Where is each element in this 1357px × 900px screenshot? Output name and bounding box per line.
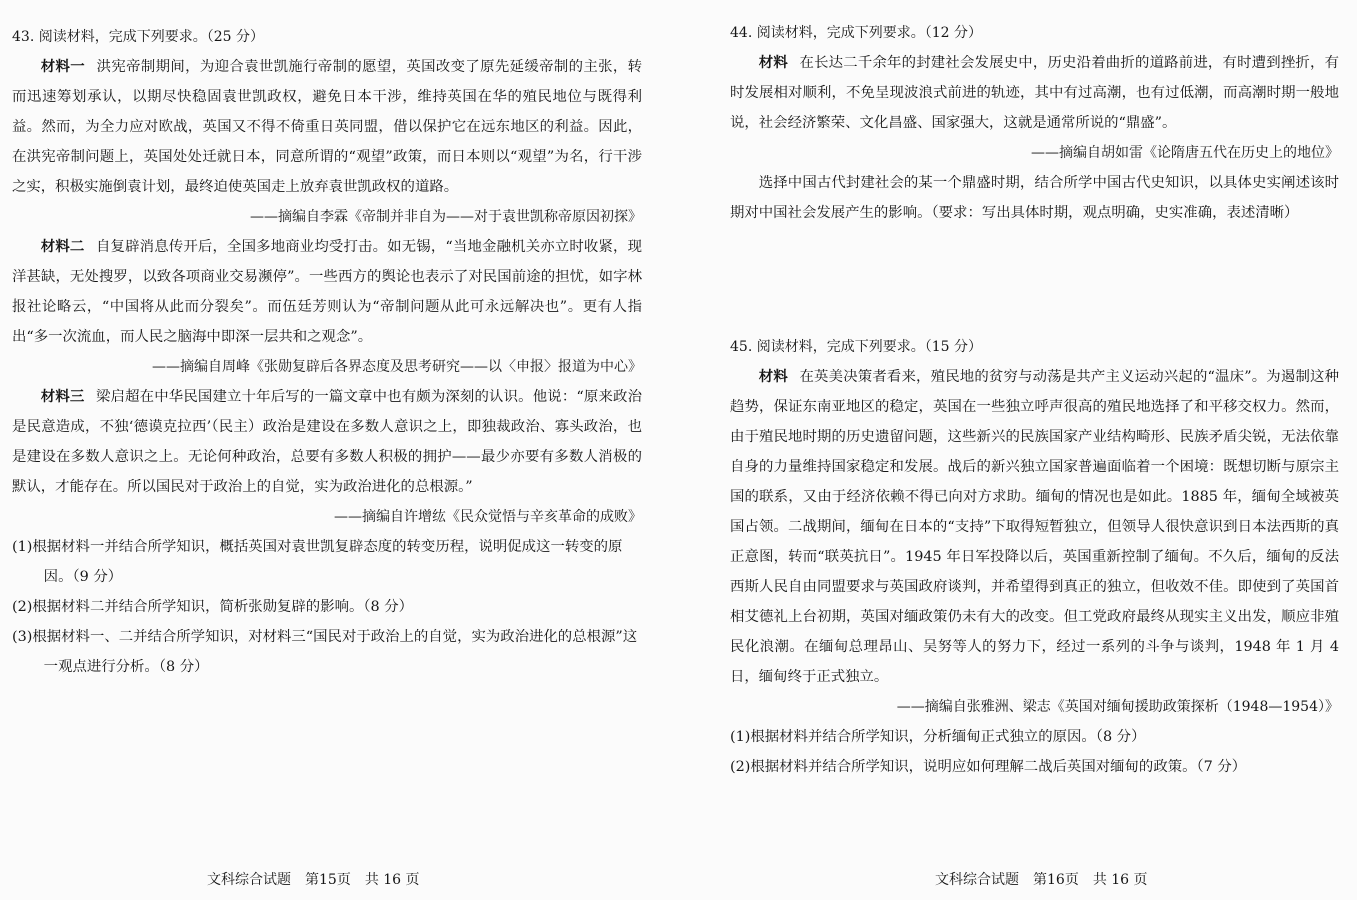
answer-space bbox=[730, 228, 1339, 332]
question-43-1: (1)根据材料一并结合所学知识，概括英国对袁世凯复辟态度的转变历程，说明促成这一转变的原因。（9 分） bbox=[12, 539, 623, 585]
question-44-heading: 44. 阅读材料，完成下列要求。（12 分） bbox=[730, 25, 982, 41]
question-43-2: (2)根据材料二并结合所学知识，简析张勋复辟的影响。（8 分） bbox=[12, 599, 414, 615]
material-1-label: 材料一 bbox=[40, 58, 86, 75]
material-1-source: ——摘编自李霖《帝制并非自为——对于袁世凯称帝原因初探》 bbox=[250, 209, 642, 225]
question-45-material-text: 在英美决策者看来，殖民地的贫穷与动荡是共产主义运动兴起的“温床”。为遏制这种趋势，保证东南亚地区的稳定，英国在一些独立呼声很高的殖民地选择了和平移交权力。然而，由于殖民地时期的历史遗留问题，这些新兴的民族国家产业结构畸形、民族矛盾尖锐，无法依靠自身的力量维持国家稳定和发展。战后的新兴独立国家普遍面临着一个困境：既想切断与原宗主国的联系，又由于经济依赖不得已向对方求助。缅甸的情况也是如此。1885 年，缅甸全域被英国占领。二战期间，缅甸在日本的“支持”下取得短暂独立，但领导人很快意识到日本法西斯的真正意图，转而“联英抗日”。1945 年日军投降以后，英国重新控制了缅甸。不久后，缅甸的反法西斯人民自由同盟要求与英国政府谈判，并希望得到真正的独立，但收效不佳。即使到了英国首相艾德礼上台初期，英国对缅政策仍未有大的改变。但工党政府最终从现实主义出发，顺应非殖民化浪潮。在缅甸总理昂山、吴努等人的努力下，经过一系列的斗争与谈判，1948 年 1 月 4 日，缅甸终于正式独立。 bbox=[730, 369, 1339, 685]
material-1 bbox=[12, 52, 642, 202]
question-44-material-text: 在长达二千余年的封建社会发展史中，历史沿着曲折的道路前进，有时遭到挫折，有时发展相对顺利，不免呈现波浪式前进的轨迹，其中有过高潮，也有过低潮，而高潮时期一般地说，社会经济繁荣、文化昌盛、国家强大，这就是通常所说的“鼎盛”。 bbox=[730, 55, 1339, 131]
material-2-label: 材料二 bbox=[40, 238, 85, 255]
material-1-text: 洪宪帝制期间，为迎合袁世凯施行帝制的愿望，英国改变了原先延缓帝制的主张，转而迅速筹划承认，以期尽快稳固袁世凯政权，避免日本干涉，维持英国在华的殖民地位与既得利益。然而，为全力应对欧战，英国又不得不倚重日英同盟，借以保护它在远东地区的利益。因此，在洪宪帝制问题上，英国处处迁就日本，同意所谓的“观望”政策，而日本则以“观望”为名，行干涉之实，积极实施倒袁计划，最终迫使英国走上放弃袁世凯政权的道路。 bbox=[12, 59, 642, 195]
question-45-1: (1)根据材料并结合所学知识，分析缅甸正式独立的原因。（8 分） bbox=[730, 729, 1146, 745]
question-45-material bbox=[730, 362, 1339, 692]
exam-page-15 bbox=[0, 0, 672, 900]
question-45-material-label: 材料 bbox=[758, 368, 788, 385]
question-44-source: ——摘编自胡如雷《论隋唐五代在历史上的地位》 bbox=[1031, 145, 1339, 161]
material-2-text: 自复辟消息传开后，全国多地商业均受打击。如无锡，“当地金融机关亦立时收紧，现洋甚缺，无处搜罗，以致各项商业交易濒停”。一些西方的舆论也表示了对民国前途的担忧，如字林报社论略云，“中国将从此而分裂矣”。而伍廷芳则认为“帝制问题从此可永远解决也”。更有人指出“多一次流血，而人民之脑海中即深一层共和之观念”。 bbox=[12, 239, 642, 345]
question-45-source: ——摘编自张雅洲、梁志《英国对缅甸援助政策探析（1948—1954）》 bbox=[896, 699, 1339, 715]
question-44-material bbox=[730, 48, 1339, 138]
question-45-2: (2)根据材料并结合所学知识，说明应如何理解二战后英国对缅甸的政策。（7 分） bbox=[730, 759, 1247, 775]
question-45-heading: 45. 阅读材料，完成下列要求。（15 分） bbox=[730, 339, 982, 355]
page-footer-15: 文科综合试题 第15页 共 16 页 bbox=[207, 872, 420, 888]
question-43-heading: 43. 阅读材料，完成下列要求。（25 分） bbox=[12, 29, 264, 45]
material-2 bbox=[12, 232, 642, 352]
material-3-label: 材料三 bbox=[40, 388, 85, 405]
exam-page-16 bbox=[672, 0, 1357, 900]
question-44-task: 选择中国古代封建社会的某一个鼎盛时期，结合所学中国古代史知识，以具体史实阐述该时期对中国社会发展产生的影响。（要求：写出具体时期，观点明确，史实准确，表述清晰） bbox=[730, 175, 1339, 221]
material-3-source: ——摘编自许增纮《民众觉悟与辛亥革命的成败》 bbox=[334, 509, 642, 525]
page-footer-16: 文科综合试题 第16页 共 16 页 bbox=[935, 872, 1148, 888]
material-3-text: 梁启超在中华民国建立十年后写的一篇文章中也有颇为深刻的认识。他说：“原来政治是民意造成，不独‘德谟克拉西’（民主）政治是建设在多数人意识之上，即独裁政治、寡头政治，也是建设在多数人意识之上。无论何种政治，总要有多数人积极的拥护——最少亦要有多数人消极的默认，才能存在。所以国民对于政治上的自觉，实为政治进化的总根源。” bbox=[12, 389, 642, 495]
question-44-material-label: 材料 bbox=[758, 54, 788, 71]
material-2-source: ——摘编自周峰《张勋复辟后各界态度及思考研究——以〈申报〉报道为中心》 bbox=[152, 359, 642, 375]
material-3 bbox=[12, 382, 642, 502]
question-43-3: (3)根据材料一、二并结合所学知识，对材料三“国民对于政治上的自觉，实为政治进化的总根源”这一观点进行分析。（8 分） bbox=[12, 629, 638, 675]
